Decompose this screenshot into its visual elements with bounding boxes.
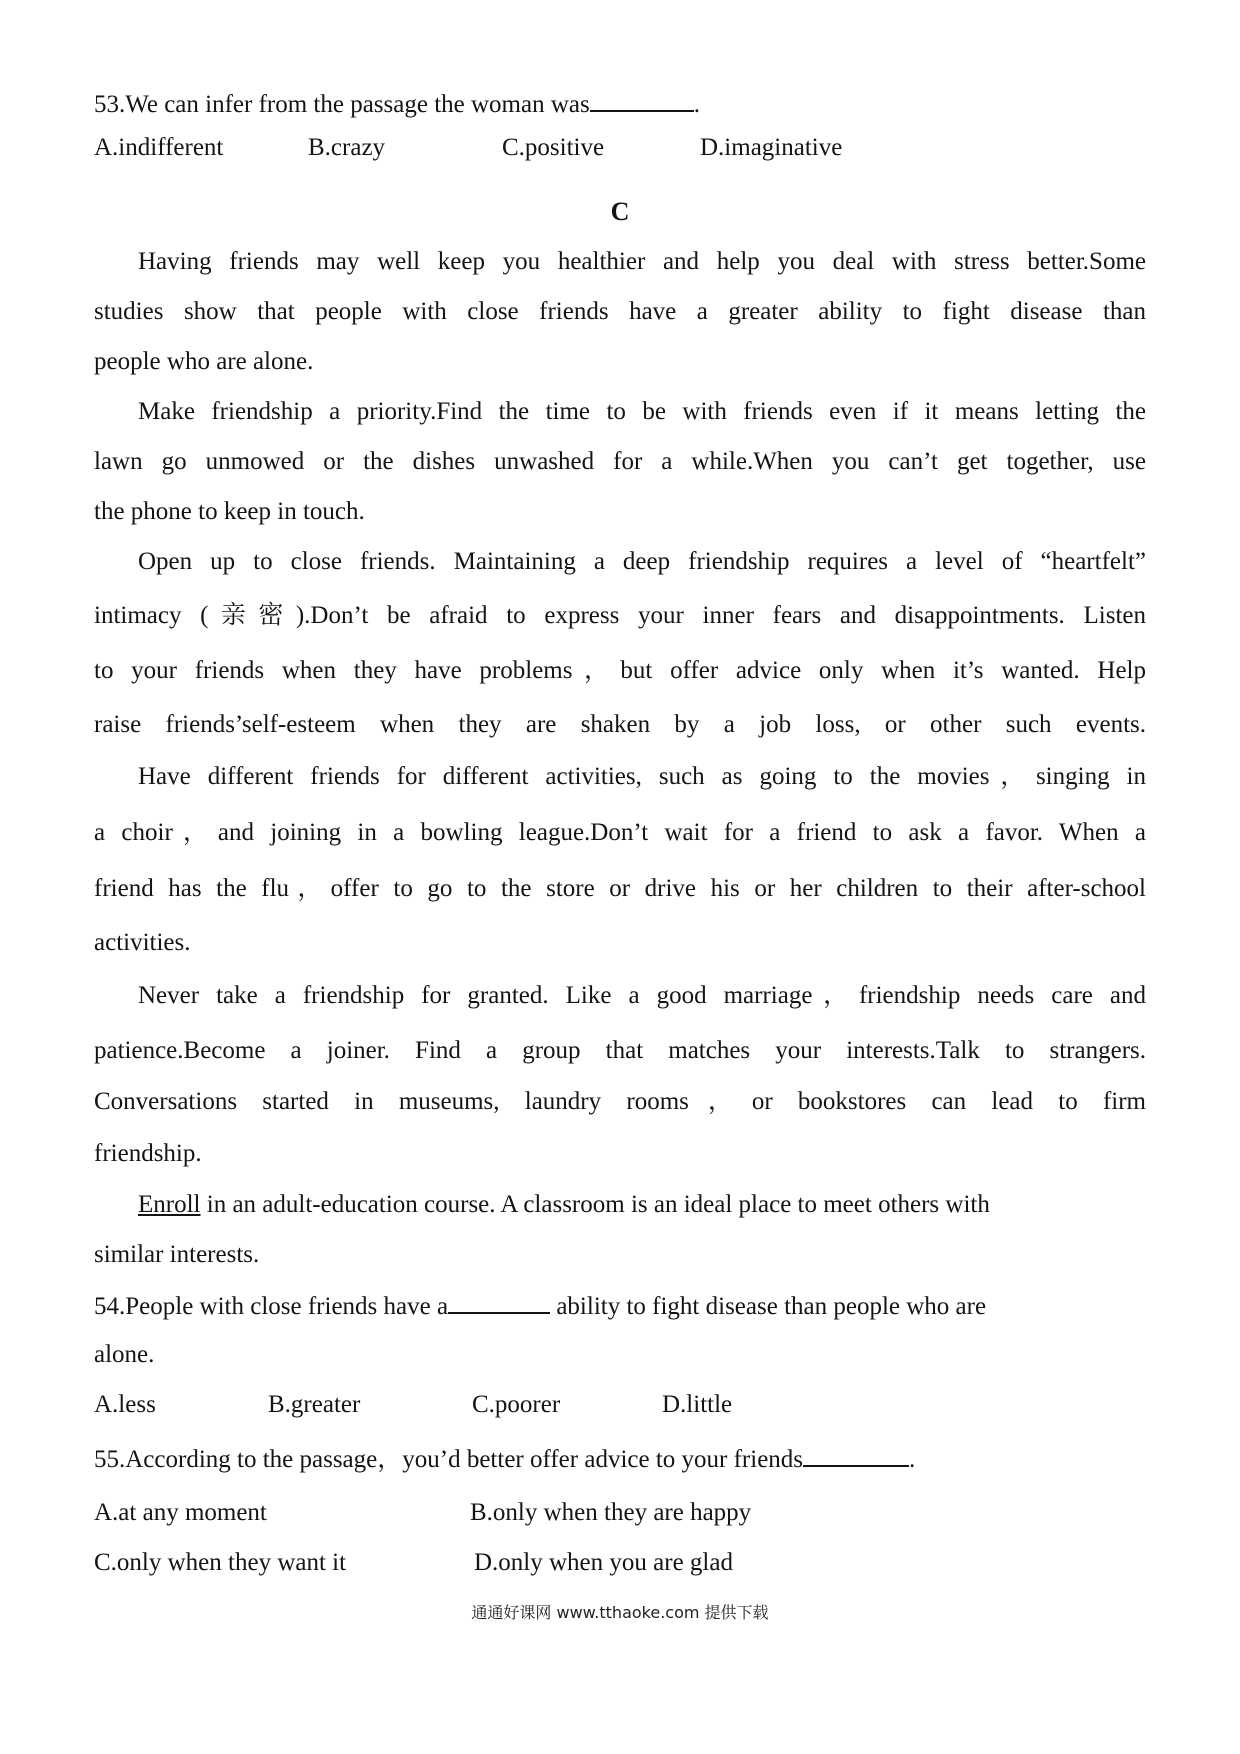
passage-p6-line1 xyxy=(138,1190,990,1220)
q53-stem-text: 53.We can infer from the passage the woman was xyxy=(94,91,590,118)
q54-stem-rest: ability to fight disease than people who are xyxy=(550,1293,987,1320)
page-footer: 通通好课网 www.tthaoke.com 提供下载 xyxy=(471,1603,769,1622)
q53-option-c: C.positive xyxy=(502,134,605,161)
q55-stem-end: . xyxy=(909,1446,916,1473)
passage-p2-line2: lawn go unmowed or the dishes unwashed for a while.When you can’t get together, use xyxy=(94,448,1146,475)
q54-option-b: B.greater xyxy=(268,1391,361,1418)
q55-answer-blank xyxy=(803,1443,909,1467)
underlined-word: Enroll xyxy=(138,1191,201,1218)
passage-p4-line1: Have different friends for different activities, such as going to the movies，singing in xyxy=(138,763,1146,790)
q55-stem-text: 55.According to the passage，you’d better offer advice to your friends xyxy=(94,1446,804,1473)
q55-option-b: B.only when they are happy xyxy=(470,1499,752,1526)
q55-option-a: A.at any moment xyxy=(94,1499,267,1526)
q54-stem xyxy=(94,1290,986,1322)
passage-p5-line4: friendship. xyxy=(94,1140,202,1167)
passage-p5-line2: patience.Become a joiner. Find a group that matches your interests.Talk to strangers. xyxy=(94,1037,1146,1064)
passage-p4-line3: friend has the flu，offer to go to the store or drive his or her children to their after-school xyxy=(94,875,1146,902)
passage-p4-line4: activities. xyxy=(94,929,191,956)
passage-p3-line2: intimacy (亲密).Don’t be afraid to express your inner fears and disappointments. Listen xyxy=(94,602,1146,629)
q53-option-b: B.crazy xyxy=(308,134,386,161)
q53-stem-end: . xyxy=(693,91,700,118)
q54-stem-line2: alone. xyxy=(94,1341,155,1368)
passage-p6-line2: similar interests. xyxy=(94,1241,260,1268)
passage-p2-line3: the phone to keep in touch. xyxy=(94,498,365,525)
q54-option-c: C.poorer xyxy=(472,1391,561,1418)
passage-p3-line3: to your friends when they have problems，but offer advice only when it’s wanted. Help xyxy=(94,657,1146,684)
passage-p3-line1: Open up to close friends. Maintaining a deep friendship requires a level of “heartfelt” xyxy=(138,548,1146,575)
q54-stem-text: 54.People with close friends have a xyxy=(94,1293,449,1320)
q53-option-a: A.indifferent xyxy=(94,134,224,161)
q54-option-a: A.less xyxy=(94,1391,156,1418)
q55-stem xyxy=(94,1443,915,1475)
passage-p1-line2: studies show that people with close friends have a greater ability to fight disease than xyxy=(94,298,1146,325)
q53-option-d: D.imaginative xyxy=(700,134,843,161)
q53-stem xyxy=(94,88,700,120)
passage-p4-line2: a choir，and joining in a bowling league.Don’t wait for a friend to ask a favor. When a xyxy=(94,819,1146,846)
passage-p5-line3: Conversations started in museums, laundry rooms，or bookstores can lead to firm xyxy=(94,1088,1146,1115)
passage-p3-line4: raise friends’self-esteem when they are shaken by a job loss, or other such events. xyxy=(94,711,1146,738)
passage-p5-line1: Never take a friendship for granted. Like a good marriage，friendship needs care and xyxy=(138,982,1146,1009)
q53-answer-blank xyxy=(590,88,694,112)
passage-p2-line1: Make friendship a priority.Find the time to be with friends even if it means letting the xyxy=(138,398,1146,425)
passage-p1-line3: people who are alone. xyxy=(94,348,314,375)
passage-p1-line1: Having friends may well keep you healthier and help you deal with stress better.Some xyxy=(138,248,1146,275)
q55-option-c: C.only when they want it xyxy=(94,1549,347,1576)
passage-p6-line1-rest: in an adult-education course. A classroom is an ideal place to meet others with xyxy=(200,1191,990,1218)
section-heading: C xyxy=(610,197,630,226)
q54-answer-blank xyxy=(448,1290,550,1314)
q55-option-d: D.only when you are glad xyxy=(474,1549,733,1576)
q54-option-d: D.little xyxy=(662,1391,733,1418)
